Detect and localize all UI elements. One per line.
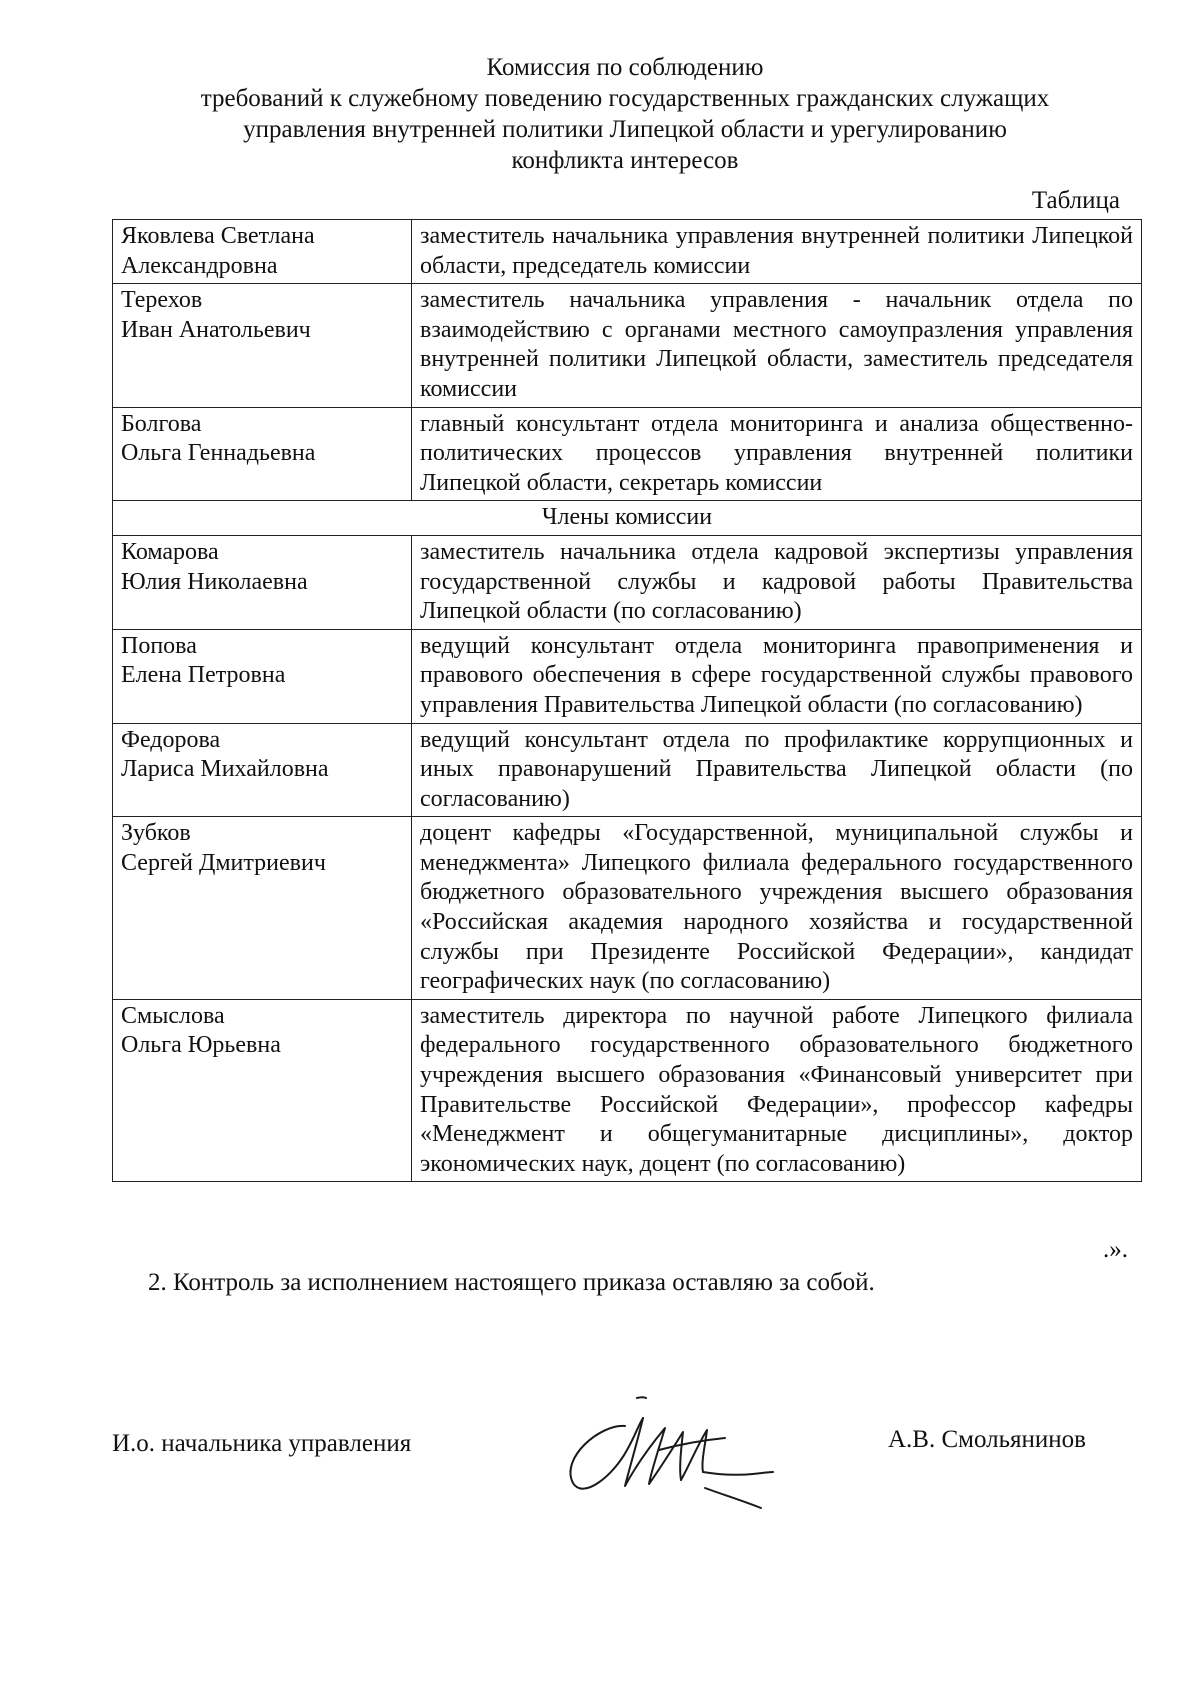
member-role: доцент кафедры «Государственной, муниципальной службы и менеджмента» Липецкого филиала федерального государственного бюджетного образовательного учреждения высшего образования «Российская академия народного хозяйства и государственной службы при Президенте Российской Федерации», кандидат географических наук (по согласованию) — [412, 817, 1142, 1000]
order-point-2: 2. Контроль за исполнением настоящего приказа оставляю за собой. — [148, 1269, 875, 1296]
table-row — [113, 999, 1142, 1182]
member-name-cell — [113, 284, 412, 407]
member-surname: Болгова — [121, 410, 202, 437]
member-given-names: Ольга Юрьевна — [121, 1032, 281, 1059]
member-role: заместитель начальника управления внутренней политики Липецкой области, председатель комиссии — [412, 220, 1142, 284]
member-given-names: Лариса Михайловна — [121, 756, 329, 783]
member-role: заместитель директора по научной работе Липецкого филиала федерального государственного образовательного бюджетного учреждения высшего образования «Финансовый университет при Правительстве Российской Федерации», профессор кафедры «Менеджмент и общегуманитарные дисциплины», доктор экономических наук, доцент (по согласованию) — [412, 999, 1142, 1182]
title-line: Комиссия по соблюдению — [486, 54, 764, 81]
member-given-names: Ольга Геннадьевна — [121, 440, 316, 467]
member-role: главный консультант отдела мониторинга и анализа общественно-политических процессов управления внутренней политики Липецкой области, секретарь комиссии — [412, 407, 1142, 501]
member-given-names: Александровна — [121, 252, 278, 279]
table-caption: Таблица — [1031, 187, 1120, 214]
member-name-cell — [113, 407, 412, 501]
table-row — [113, 629, 1142, 723]
member-role: заместитель начальника управления - начальник отдела по взаимодействию с органами местного самоупразления управления внутренней политики Липецкой области, заместитель председателя комиссии — [412, 284, 1142, 407]
closing-quote-mark: .». — [1103, 1236, 1128, 1263]
title-line: конфликта интересов — [511, 147, 739, 174]
member-role: заместитель начальника отдела кадровой экспертизы управления государственной службы и кадровой работы Правительства Липецкой области (по согласованию) — [412, 535, 1142, 629]
signer-name: А.В. Смольянинов — [888, 1426, 1086, 1453]
member-name-cell — [113, 629, 412, 723]
member-name-cell — [113, 817, 412, 1000]
member-surname: Зубков — [121, 820, 191, 847]
member-name-cell — [113, 535, 412, 629]
commission-table — [112, 219, 1142, 1182]
member-surname: Смыслова — [121, 1002, 225, 1029]
member-role: ведущий консультант отдела мониторинга правоприменения и правового обеспечения в сфере государственной службы правового управления Правительства Липецкой области (по согласованию) — [412, 629, 1142, 723]
member-surname: Попова — [121, 632, 197, 659]
members-header-row — [113, 501, 1142, 536]
member-given-names: Иван Анатольевич — [121, 316, 311, 343]
member-name-cell — [113, 999, 412, 1182]
table-row — [113, 535, 1142, 629]
member-name-cell — [113, 220, 412, 284]
member-name-cell — [113, 723, 412, 817]
table-row — [113, 284, 1142, 407]
member-surname: Яковлева Светлана — [121, 223, 315, 249]
members-section-header: Члены комиссии — [113, 501, 1142, 536]
table-row — [113, 407, 1142, 501]
table-row — [113, 817, 1142, 1000]
title-line: требований к служебному поведению государственных гражданских служащих — [200, 85, 1050, 112]
table-row — [113, 220, 1142, 284]
member-given-names: Елена Петровна — [121, 662, 286, 689]
member-given-names: Сергей Дмитриевич — [121, 849, 326, 876]
member-surname: Федорова — [121, 726, 221, 753]
member-surname: Комарова — [121, 538, 219, 565]
member-given-names: Юлия Николаевна — [121, 568, 308, 595]
member-role: ведущий консультант отдела по профилактике коррупционных и иных правонарушений Правительства Липецкой области (по согласованию) — [412, 723, 1142, 817]
signature-icon — [555, 1388, 785, 1518]
title-line: управления внутренней политики Липецкой области и урегулированию — [243, 116, 1007, 143]
document-title — [110, 52, 1140, 176]
table-row — [113, 723, 1142, 817]
member-surname: Терехов — [121, 287, 203, 314]
signer-title: И.о. начальника управления — [112, 1430, 412, 1457]
